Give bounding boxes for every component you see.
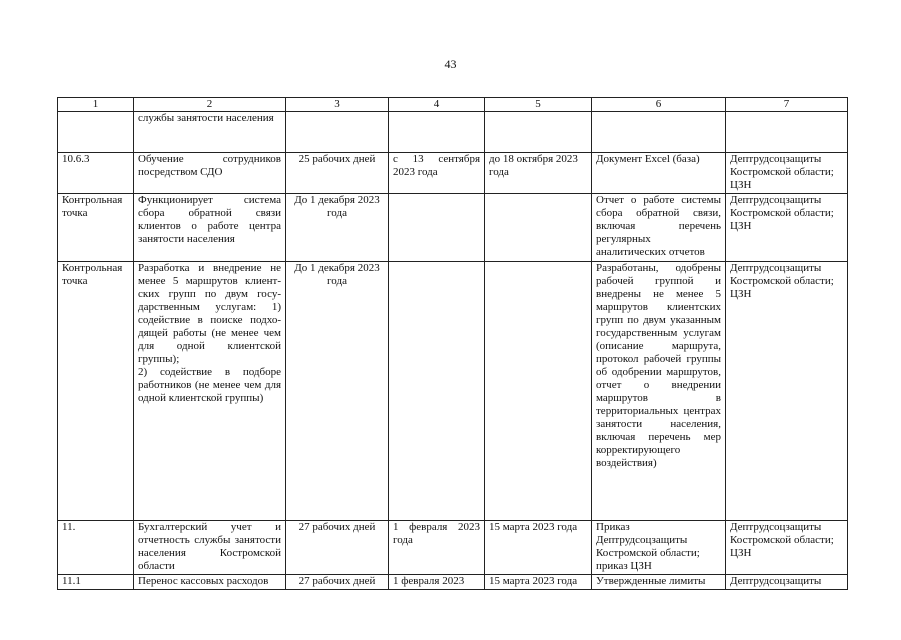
table-cell: 15 марта 2023 года <box>485 575 592 590</box>
table-cell <box>485 194 592 262</box>
table-cell <box>389 194 485 262</box>
table-cell <box>485 262 592 521</box>
table-cell: Отчет о работе системы сбора обратной связи, включая перечень регулярных аналитических отчетов <box>592 194 726 262</box>
table-cell: Документ Excel (база) <box>592 153 726 194</box>
table-cell: 11. <box>58 521 134 575</box>
table-cell: До 1 декабря 2023 года <box>286 262 389 521</box>
page-number: 43 <box>444 57 457 71</box>
column-header: 4 <box>389 98 485 112</box>
table-cell: службы занятости населения <box>134 112 286 153</box>
table-cell: 10.6.3 <box>58 153 134 194</box>
table-cell: Перенос кассовых расходов <box>134 575 286 590</box>
table-cell <box>592 112 726 153</box>
column-header: 5 <box>485 98 592 112</box>
table-cell: Функционирует система сбора обратной связи клиентов о работе центра занятости населения <box>134 194 286 262</box>
table-cell <box>286 112 389 153</box>
table-cell <box>58 112 134 153</box>
table-cell: 27 рабочих дней <box>286 575 389 590</box>
table-cell: Контрольная точка <box>58 262 134 521</box>
table-cell <box>389 112 485 153</box>
table-cell: 27 рабочих дней <box>286 521 389 575</box>
table-cell: Дептрудсоцзащиты Костромской области; ЦЗН <box>726 194 848 262</box>
column-header: 3 <box>286 98 389 112</box>
column-header: 1 <box>58 98 134 112</box>
table-cell: 1 февраля 2023 <box>389 575 485 590</box>
table-cell: Разработаны, одобрены рабочей группой и внедрены не менее 5 маршрутов клиентских групп по двум указанным государственным услугам (описание маршрута, протокол рабочей группы об одобрении маршрутов, отчет о внедрении маршрутов в территориальных центрах занятости населения, включая перечень мер корректирующего воздействия) <box>592 262 726 521</box>
table-cell: 1 февраля 2023 года <box>389 521 485 575</box>
table-cell <box>389 262 485 521</box>
table-cell: Приказ Дептрудсоцзащиты Костромской области; приказ ЦЗН <box>592 521 726 575</box>
table-row <box>58 194 848 262</box>
plan-table <box>57 97 848 590</box>
table-cell: Бухгалтерский учет и отчетность службы занятости населения Костромской области <box>134 521 286 575</box>
table-cell: Утвержденные лимиты <box>592 575 726 590</box>
table-row <box>58 262 848 521</box>
column-header: 7 <box>726 98 848 112</box>
table-cell: Дептрудсоцзащиты <box>726 575 848 590</box>
table-header-row <box>58 98 848 112</box>
table-row <box>58 575 848 590</box>
table-cell: Дептрудсоцзащиты Костромской области; ЦЗН <box>726 262 848 521</box>
table-row <box>58 521 848 575</box>
table-cell: Обучение сотрудников посредством СДО <box>134 153 286 194</box>
column-header: 2 <box>134 98 286 112</box>
table-cell: 15 марта 2023 года <box>485 521 592 575</box>
table-cell: До 1 декабря 2023 года <box>286 194 389 262</box>
column-header: 6 <box>592 98 726 112</box>
table-row <box>58 112 848 153</box>
table-cell: Контрольная точка <box>58 194 134 262</box>
table-row <box>58 153 848 194</box>
table-cell: Дептрудсоцзащиты Костромской области; ЦЗН <box>726 521 848 575</box>
table-cell: Разработка и внедрение не менее 5 маршрутов клиент-ских групп по двум госу-дарственным услугам: 1) содействие в поиске подхо-дящей работы (не менее чем для одной клиентской группы); 2) содействие в подборе работников (не менее чем для одной клиентской группы) <box>134 262 286 521</box>
table-cell: до 18 октября 2023 года <box>485 153 592 194</box>
table-cell: 11.1 <box>58 575 134 590</box>
table-cell: с 13 сентября 2023 года <box>389 153 485 194</box>
table-cell: Дептрудсоцзащиты Костромской области; ЦЗН <box>726 153 848 194</box>
table-cell <box>485 112 592 153</box>
table-cell: 25 рабочих дней <box>286 153 389 194</box>
table-cell <box>726 112 848 153</box>
